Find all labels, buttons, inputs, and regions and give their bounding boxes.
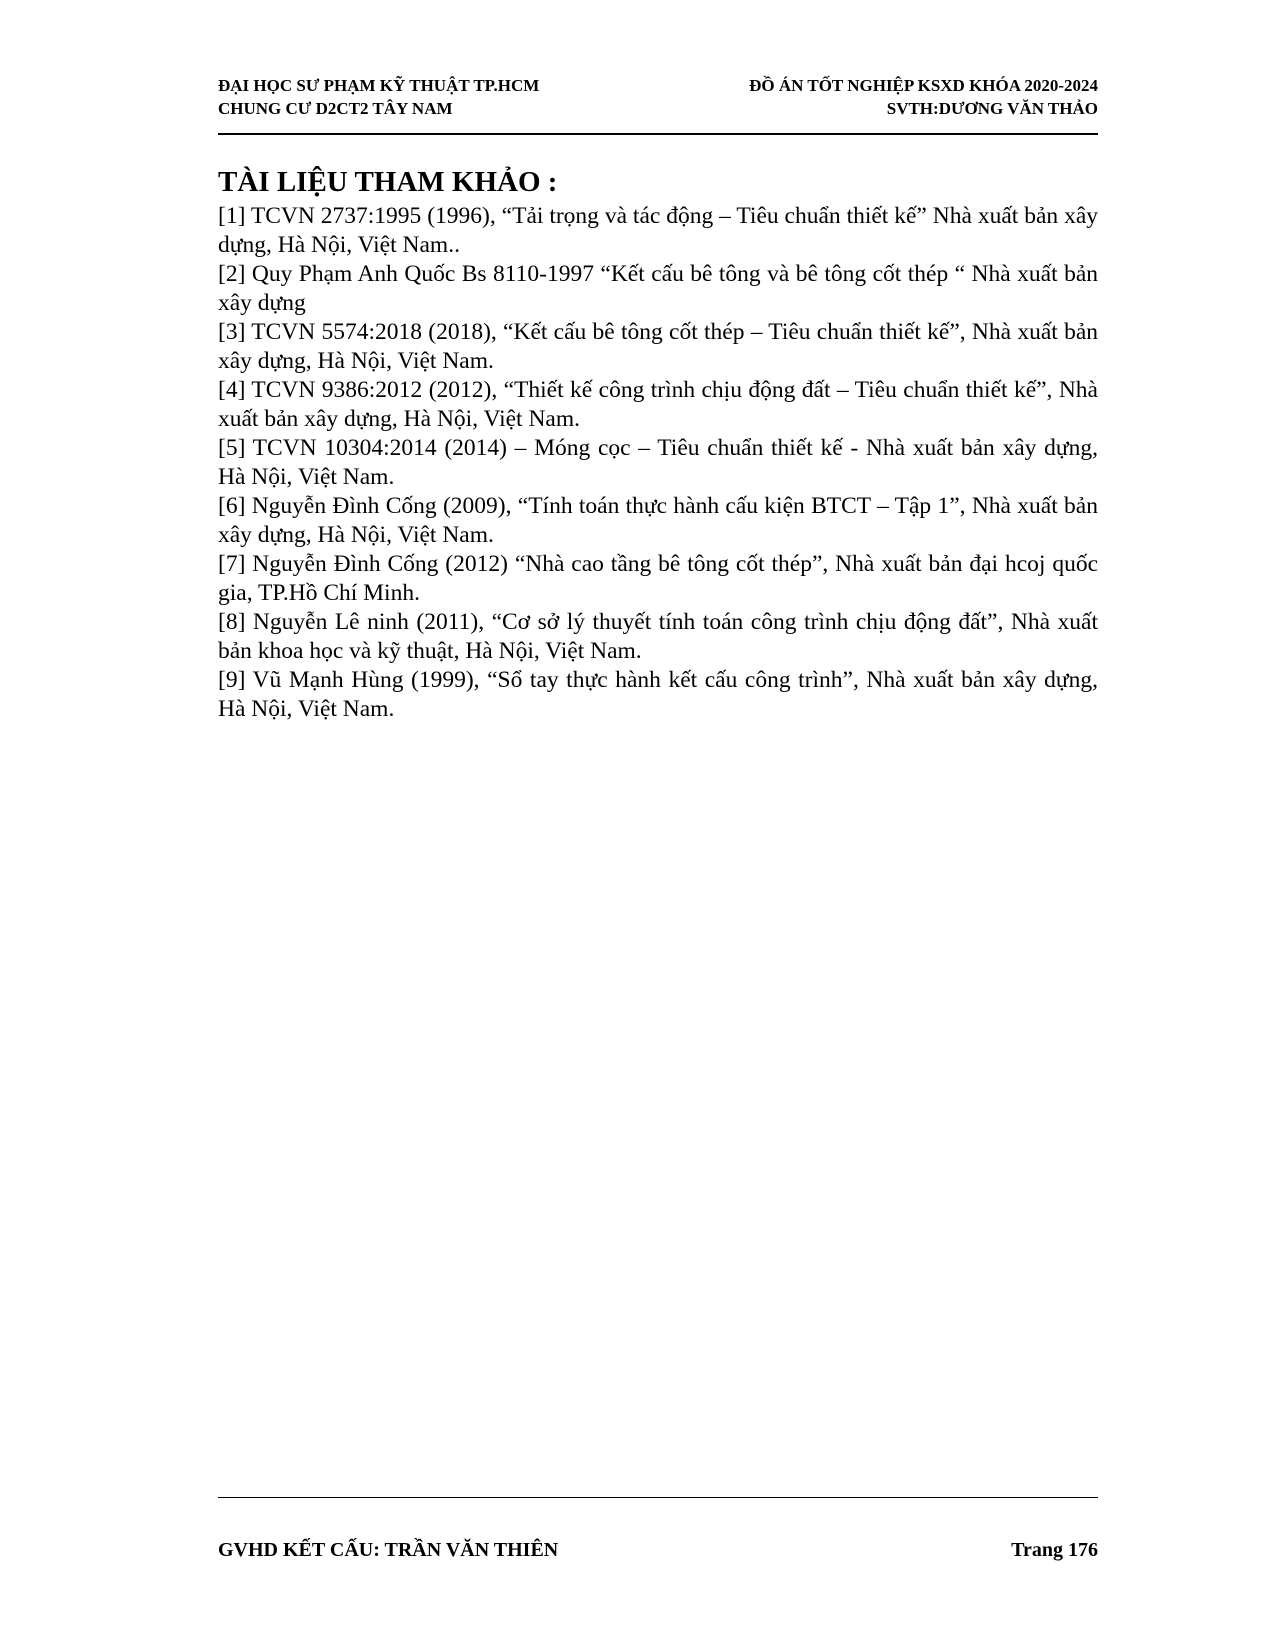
header-project-name: CHUNG CƯ D2CT2 TÂY NAM — [218, 99, 453, 118]
header-student-name: SVTH:DƯƠNG VĂN THẢO — [886, 99, 1098, 118]
page-title: TÀI LIỆU THAM KHẢO : — [218, 166, 558, 198]
page-content — [218, 164, 1098, 724]
reference-list — [218, 202, 1098, 724]
footer-divider — [218, 1497, 1098, 1498]
reference-item-3: [3] TCVN 5574:2018 (2018), “Kết cấu bê tông cốt thép – Tiêu chuẩn thiết kế”, Nhà xuất bản xây dựng, Hà Nội, Việt Nam. — [218, 319, 1098, 374]
reference-item-9: [9] Vũ Mạnh Hùng (1999), “Sổ tay thực hành kết cấu công trình”, Nhà xuất bản xây dựng, Hà Nội, Việt Nam. — [218, 667, 1098, 722]
header-right — [749, 74, 1098, 120]
reference-item-6: [6] Nguyễn Đình Cống (2009), “Tính toán thực hành cấu kiện BTCT – Tập 1”, Nhà xuất bản xây dựng, Hà Nội, Việt Nam. — [218, 493, 1098, 548]
reference-item-5: [5] TCVN 10304:2014 (2014) – Móng cọc – Tiêu chuẩn thiết kế - Nhà xuất bản xây dựng, Hà Nội, Việt Nam. — [218, 435, 1098, 490]
header-divider — [218, 133, 1098, 135]
reference-item-7: [7] Nguyễn Đình Cống (2012) “Nhà cao tầng bê tông cốt thép”, Nhà xuất bản đại hcoj quốc gia, TP.Hồ Chí Minh. — [218, 551, 1098, 606]
header-university: ĐẠI HỌC SƯ PHẠM KỸ THUẬT TP.HCM — [218, 76, 540, 95]
header-thesis-title: ĐỒ ÁN TỐT NGHIỆP KSXD KHÓA 2020-2024 — [749, 76, 1098, 95]
reference-item-1: [1] TCVN 2737:1995 (1996), “Tải trọng và tác động – Tiêu chuẩn thiết kế” Nhà xuất bản xây dựng, Hà Nội, Việt Nam.. — [218, 203, 1098, 258]
reference-item-8: [8] Nguyễn Lê ninh (2011), “Cơ sở lý thuyết tính toán công trình chịu động đất”, Nhà xuất bản khoa học và kỹ thuật, Hà Nội, Việt Nam. — [218, 609, 1098, 664]
footer-advisor: GVHD KẾT CẤU: TRẦN VĂN THIÊN — [218, 1539, 559, 1561]
page-number: Trang 176 — [1011, 1539, 1098, 1561]
header-left — [218, 74, 539, 120]
page-header — [218, 74, 1098, 134]
page-footer — [218, 1537, 1098, 1567]
reference-item-4: [4] TCVN 9386:2012 (2012), “Thiết kế công trình chịu động đất – Tiêu chuẩn thiết kế”, Nhà xuất bản xây dựng, Hà Nội, Việt Nam. — [218, 377, 1098, 432]
reference-item-2: [2] Quy Phạm Anh Quốc Bs 8110-1997 “Kết cấu bê tông và bê tông cốt thép “ Nhà xuất bản xây dựng — [218, 261, 1098, 316]
